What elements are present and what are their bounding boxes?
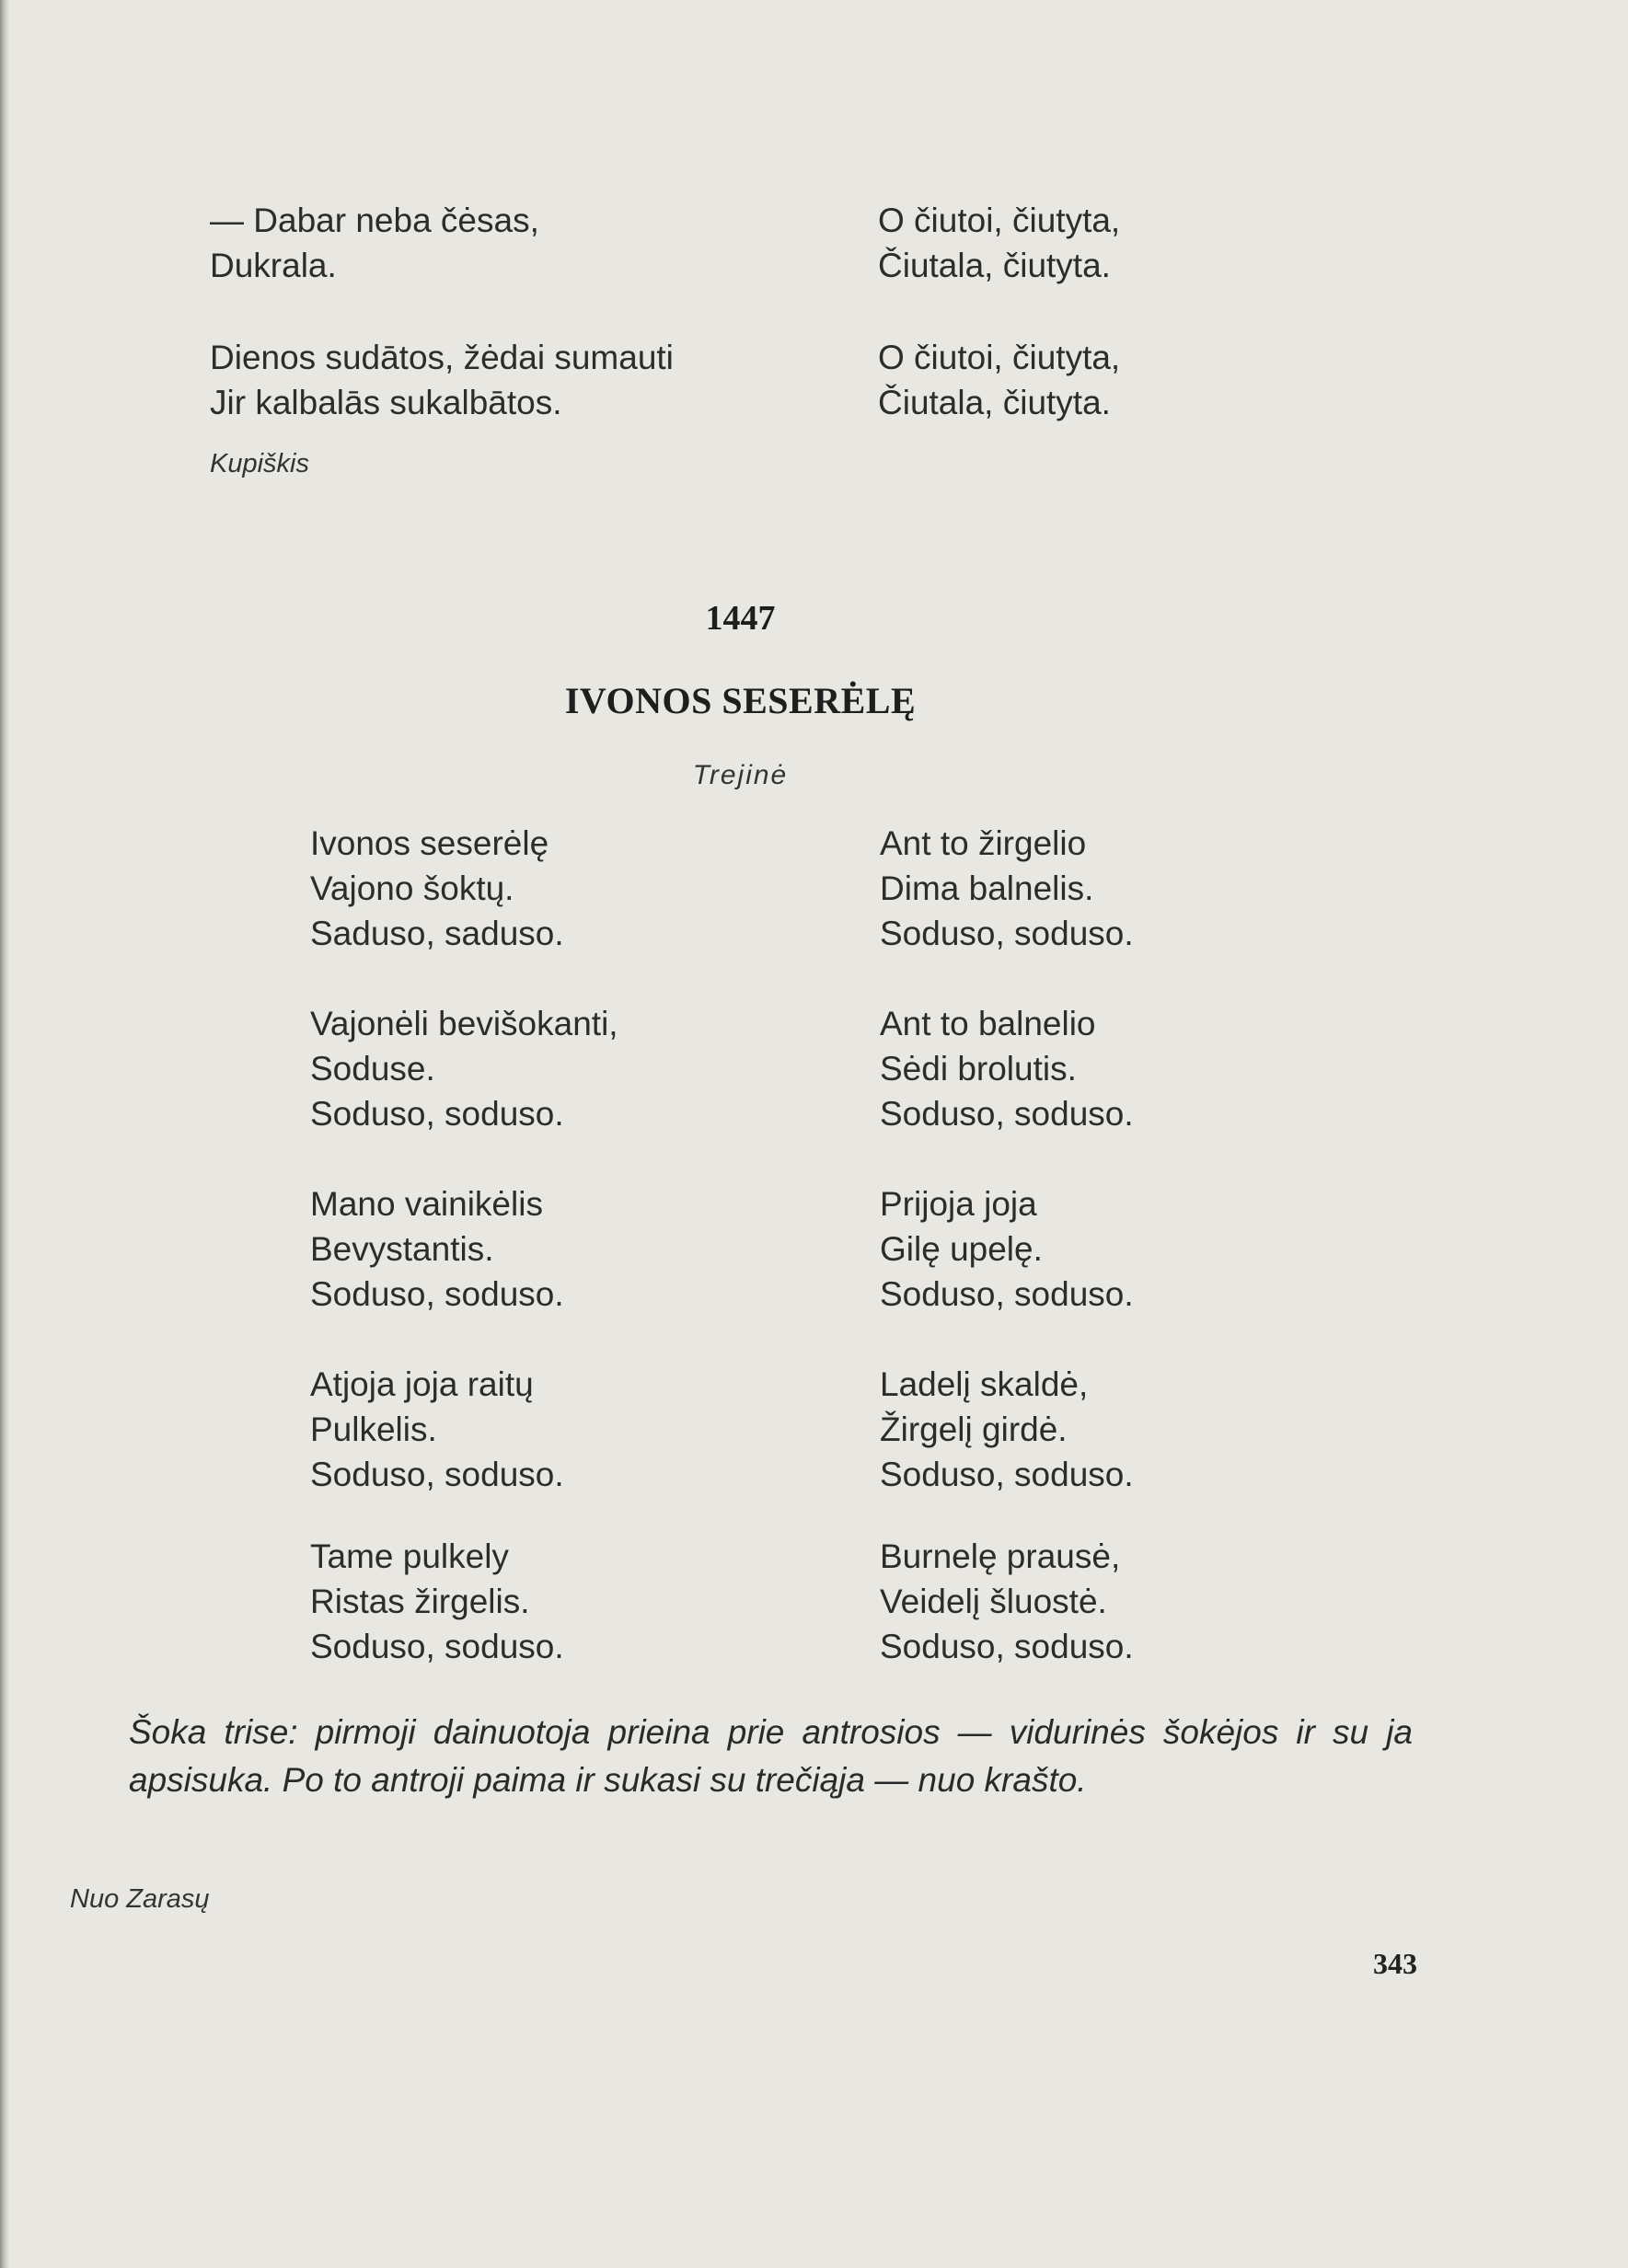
verse-line: Vajono šoktų. — [310, 869, 514, 907]
verse-line: Soduso, soduso. — [880, 1456, 1134, 1493]
page-edge — [0, 0, 9, 2268]
verse-line: Vajonėli bevišokanti, — [310, 1005, 618, 1042]
verse-line: Soduso, soduso. — [880, 1628, 1134, 1665]
verse-line: Soduso, soduso. — [310, 1628, 564, 1665]
verse-line: Dienos sudātos, žėdai sumauti — [210, 339, 674, 376]
left-stanza-2 — [310, 1001, 618, 1136]
verse-line: Veidelį šluostė. — [880, 1583, 1107, 1620]
verse-line: O čiutoi, čiutyta, — [878, 201, 1121, 239]
verse-line: — Dabar neba čėsas, — [210, 201, 539, 239]
page-number: 343 — [1373, 1947, 1417, 1980]
verse-line: Čiutala, čiutyta. — [878, 384, 1111, 421]
verse-line: Ristas žirgelis. — [310, 1583, 530, 1620]
verse-line: Soduso, soduso. — [310, 1275, 564, 1313]
left-stanza-1 — [310, 821, 564, 956]
verse-line: Prijoja joja — [880, 1185, 1037, 1223]
song-title: IVONOS SESERĖLĘ — [564, 680, 917, 721]
verse-line: Soduso, soduso. — [310, 1456, 564, 1493]
left-stanza-4 — [310, 1362, 564, 1497]
left-stanza-3 — [310, 1181, 564, 1317]
verse-line: Dima balnelis. — [880, 869, 1094, 907]
verse-line: Soduso, soduso. — [880, 915, 1134, 952]
verse-line: Mano vainikėlis — [310, 1185, 543, 1223]
song-number: 1447 — [705, 599, 776, 638]
prev-right-stanza-1 — [878, 198, 1120, 288]
verse-line: Sėdi brolutis. — [880, 1050, 1077, 1088]
prev-song-place: Kupiškis — [210, 449, 309, 478]
right-stanza-1 — [880, 821, 1134, 956]
verse-line: O čiutoi, čiutyta, — [878, 339, 1121, 376]
verse-line: Žirgelį girdė. — [880, 1410, 1068, 1448]
prev-left-stanza-2 — [210, 335, 674, 425]
verse-line: Atjoja joja raitų — [310, 1365, 534, 1403]
prev-left-stanza-1 — [210, 198, 539, 288]
verse-line: Saduso, saduso. — [310, 915, 564, 952]
verse-line: Dukrala. — [210, 247, 337, 284]
left-stanza-5 — [310, 1534, 564, 1669]
verse-line: Gilę upelę. — [880, 1230, 1043, 1268]
verse-line: Soduso, soduso. — [880, 1275, 1134, 1313]
right-stanza-3 — [880, 1181, 1134, 1317]
song-subtitle: Trejinė — [692, 760, 789, 790]
verse-line: Tame pulkely — [310, 1537, 509, 1575]
verse-line: Burnelę prausė, — [880, 1537, 1121, 1575]
verse-line: Soduso, soduso. — [310, 1095, 564, 1133]
dance-note: Šoka trise: pirmoji dainuotoja prieina prie antrosios — vidurinės šokėjos ir su ja apsisuka. Po to antroji paima ir sukasi su trečiąja — nuo krašto. — [129, 1713, 1413, 1799]
right-stanza-4 — [880, 1362, 1134, 1497]
verse-line: Ant to balnelio — [880, 1005, 1096, 1042]
verse-line: Soduse. — [310, 1050, 435, 1088]
verse-line: Ivonos seserėlę — [310, 824, 549, 862]
verse-line: Jir kalbalās sukalbātos. — [210, 384, 562, 421]
right-stanza-2 — [880, 1001, 1134, 1136]
verse-line: Čiutala, čiutyta. — [878, 247, 1111, 284]
verse-line: Pulkelis. — [310, 1410, 437, 1448]
right-stanza-5 — [880, 1534, 1134, 1669]
prev-right-stanza-2 — [878, 335, 1120, 425]
verse-line: Ant to žirgelio — [880, 824, 1087, 862]
verse-line: Soduso, soduso. — [880, 1095, 1134, 1133]
verse-line: Bevystantis. — [310, 1230, 494, 1268]
song-place: Nuo Zarasų — [70, 1884, 210, 1914]
verse-line: Ladelį skaldė, — [880, 1365, 1089, 1403]
